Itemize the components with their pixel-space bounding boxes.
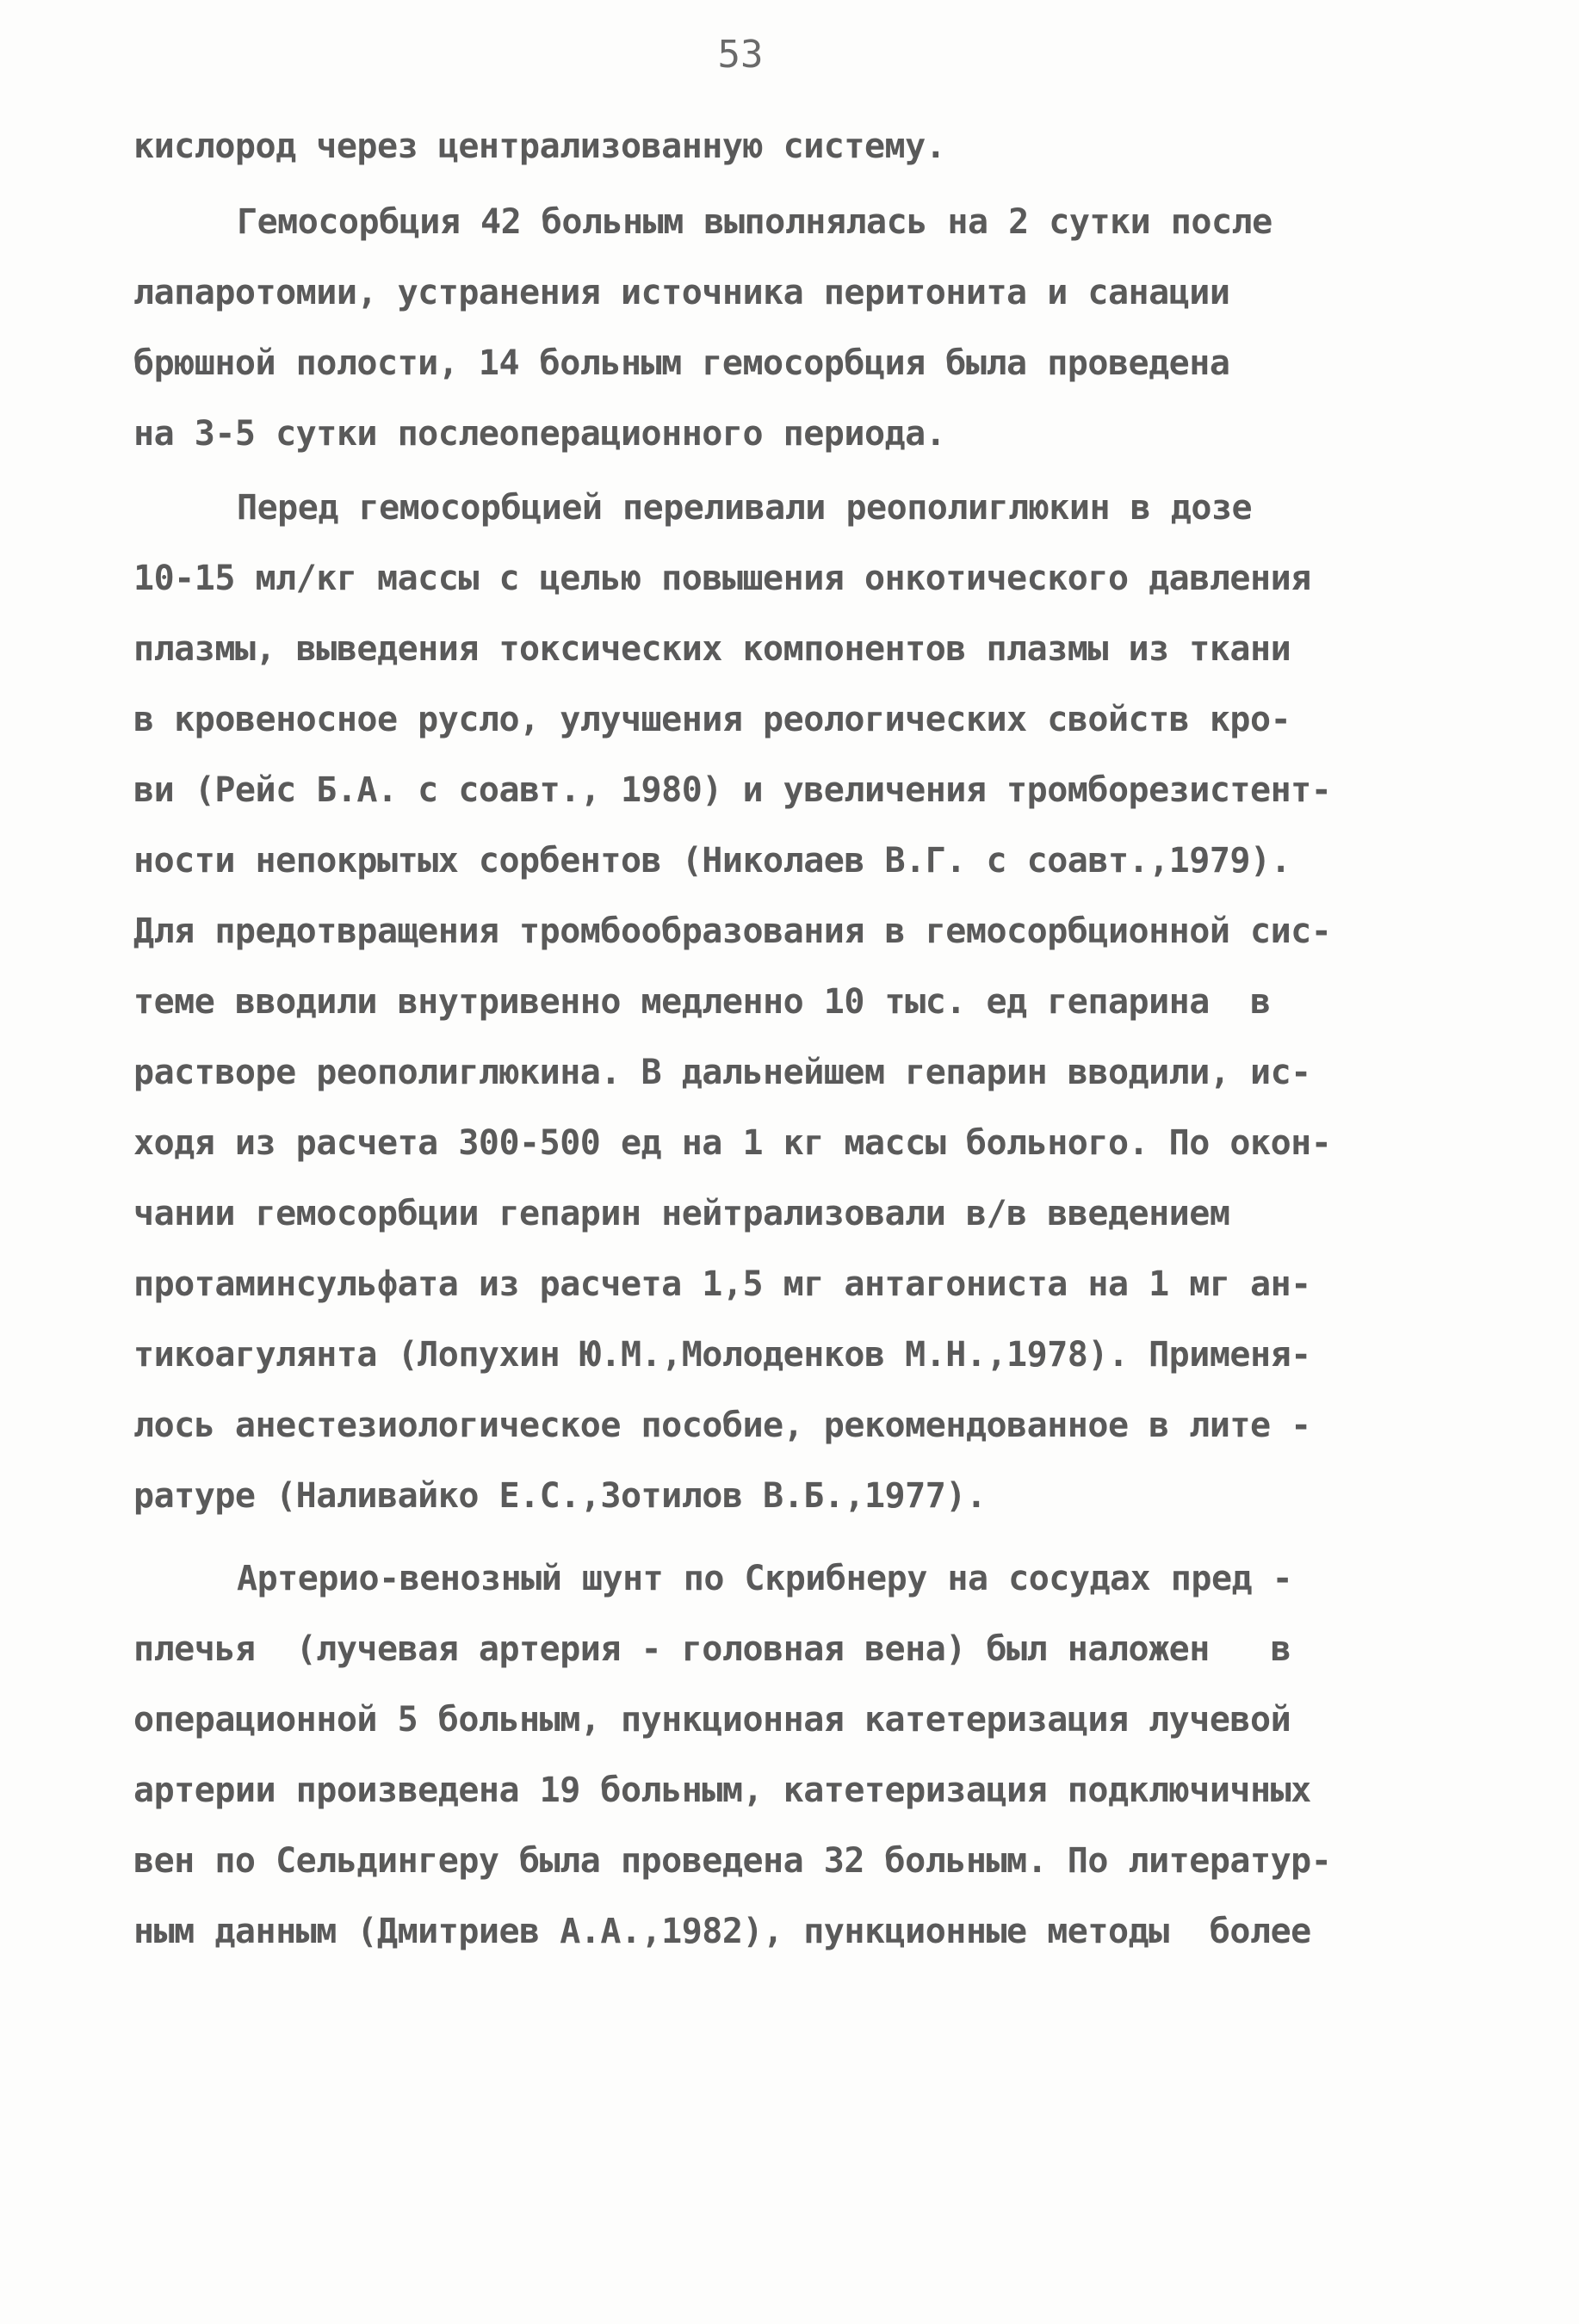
text-line: ходя из расчета 300-500 ед на 1 кг массы больного. По окон- xyxy=(133,1123,1332,1163)
text-line: Гемосорбция 42 больным выполнялась на 2 сутки после xyxy=(237,202,1272,242)
text-line: артерии произведена 19 больным, катетеризация подключичных xyxy=(133,1771,1311,1810)
text-line: ности непокрытых сорбентов (Николаев В.Г. с соавт.,1979). xyxy=(133,841,1291,881)
text-line: Перед гемосорбцией переливали реополиглюкин в дозе xyxy=(237,488,1253,528)
text-line: лапаротомии, устранения источника перитонита и санации xyxy=(133,273,1230,312)
text-line: в кровеносное русло, улучшения реологических свойств кро- xyxy=(133,700,1291,739)
text-line: теме вводили внутривенно медленно 10 тыс. ед гепарина в xyxy=(133,982,1271,1022)
text-line: на 3-5 сутки послеоперационного периода. xyxy=(133,414,946,454)
text-line: плечья (лучевая артерия - головная вена) был наложен в xyxy=(133,1629,1291,1669)
text-line: тикоагулянта (Лопухин Ю.М.,Молоденков М.Н.,1978). Применя- xyxy=(133,1335,1311,1375)
text-line: ви (Рейс Б.А. с соавт., 1980) и увеличения тромборезистент- xyxy=(133,770,1332,810)
text-line: 10-15 мл/кг массы с целью повышения онкотического давления xyxy=(133,559,1311,598)
text-line: ратуре (Наливайко Е.С.,Зотилов В.Б.,1977). xyxy=(133,1476,987,1516)
text-line: ным данным (Дмитриев А.А.,1982), пункционные методы более xyxy=(133,1912,1311,1951)
text-line: чании гемосорбции гепарин нейтрализовали в/в введением xyxy=(133,1194,1230,1233)
text-line: кислород через централизованную систему. xyxy=(133,127,946,166)
text-line: протаминсульфата из расчета 1,5 мг антагониста на 1 мг ан- xyxy=(133,1264,1311,1304)
text-line: Для предотвращения тромбообразования в гемосорбционной сис- xyxy=(133,912,1332,951)
text-line: лось анестезиологическое пособие, рекомендованное в лите - xyxy=(133,1406,1311,1445)
page-number: 53 xyxy=(717,33,764,77)
text-line: брюшной полости, 14 больным гемосорбция была проведена xyxy=(133,343,1230,383)
text-line: вен по Сельдингеру была проведена 32 больным. По литератур- xyxy=(133,1841,1332,1881)
text-line: операционной 5 больным, пункционная катетеризация лучевой xyxy=(133,1700,1291,1740)
text-line: плазмы, выведения токсических компонентов плазмы из ткани xyxy=(133,629,1291,669)
text-line: Артерио-венозный шунт по Скрибнеру на сосудах пред - xyxy=(237,1559,1293,1598)
text-line: растворе реополиглюкина. В дальнейшем гепарин вводили, ис- xyxy=(133,1053,1311,1092)
